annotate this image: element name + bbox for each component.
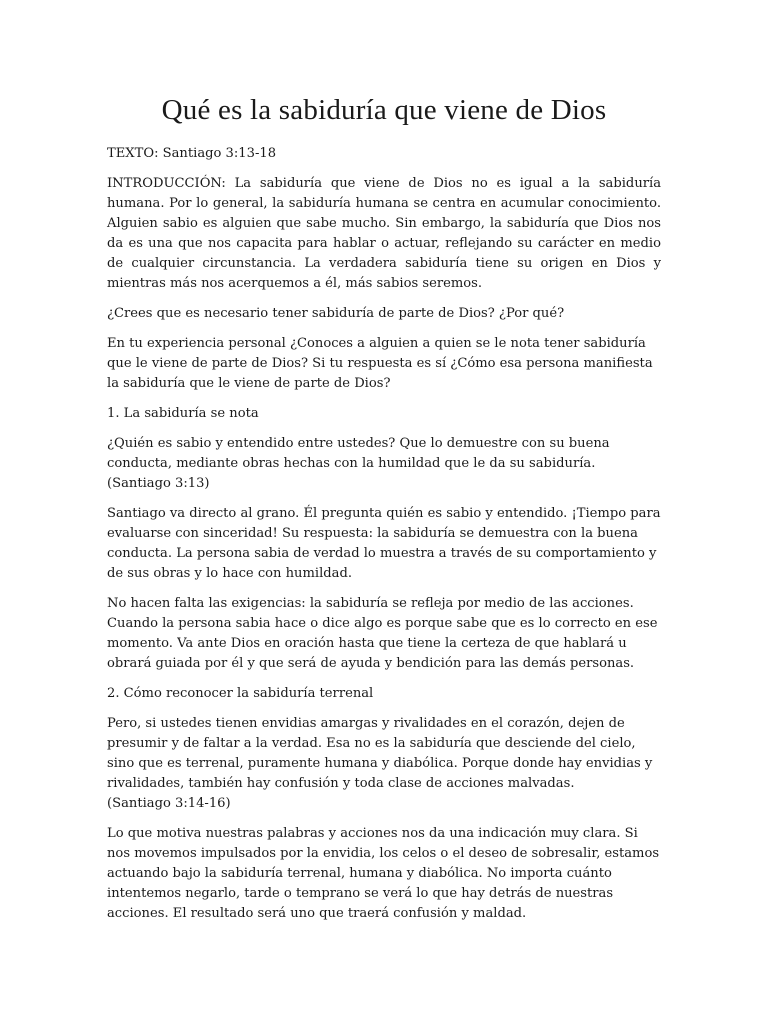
section-1-paragraph-1: Santiago va directo al grano. Él pregunta quién es sabio y entendido. ¡Tiempo para evaluarse con sinceridad! Su respuesta: la sabiduría se demuestra con la buena conducta. La persona sabia de verdad lo muestra a través de su comportamiento y de sus obras y lo hace con humildad. <box>107 506 661 581</box>
introduction-paragraph: INTRODUCCIÓN: La sabiduría que viene de Dios no es igual a la sabiduría humana. Por lo general, la sabiduría humana se centra en acumular conocimiento. Alguien sabio es alguien que sabe mucho. Sin embargo, la sabiduría que Dios nos da es una que nos capacita para hablar o actuar, reflejando su carácter en medio de cualquier circunstancia. La verdadera sabiduría tiene su origen en Dios y mientras más nos acerquemos a él, más sabios seremos. <box>107 176 661 291</box>
section-1-verse-text: ¿Quién es sabio y entendido entre ustedes? Que lo demuestre con su buena conducta, mediante obras hechas con la humildad que le da su sabiduría. <box>107 436 610 471</box>
question-1: ¿Crees que es necesario tener sabiduría de parte de Dios? ¿Por qué? <box>107 306 565 321</box>
document-page <box>107 88 661 934</box>
section-2-verse-text: Pero, si ustedes tienen envidias amargas y rivalidades en el corazón, dejen de presumir y de faltar a la verdad. Esa no es la sabiduría que desciende del cielo, sino que es terrenal, puramente humana y diabólica. Porque donde hay envidias y rivalidades, también hay confusión y toda clase de acciones malvadas. <box>107 716 653 791</box>
texto-reference: TEXTO: Santiago 3:13-18 <box>107 146 277 161</box>
section-2-verse <box>107 714 661 814</box>
section-2-paragraph-1: Lo que motiva nuestras palabras y acciones nos da una indicación muy clara. Si nos movemos impulsados por la envidia, los celos o el deseo de sobresalir, estamos actuando bajo la sabiduría terrenal, humana y diabólica. No importa cuánto intentemos negarlo, tarde o temprano se verá lo que hay detrás de nuestras acciones. El resultado será uno que traerá confusión y maldad. <box>107 826 660 921</box>
section-1-paragraph-2: No hacen falta las exigencias: la sabiduría se refleja por medio de las acciones. Cuando la persona sabia hace o dice algo es porque sabe que es lo correcto en ese momento. Va ante Dios en oración hasta que tiene la certeza de que hablará u obrará guiada por él y que será de ayuda y bendición para las demás personas. <box>107 596 658 671</box>
document-title: Qué es la sabiduría que viene de Dios <box>161 94 607 126</box>
question-2: En tu experiencia personal ¿Conoces a alguien a quien se le nota tener sabiduría que le viene de parte de Dios? Si tu respuesta es sí ¿Cómo esa persona manifiesta la sabiduría que le viene de parte de Dios? <box>107 336 653 391</box>
section-1-verse-reference: (Santiago 3:13) <box>107 476 210 491</box>
section-2-heading: 2. Cómo reconocer la sabiduría terrenal <box>107 686 374 701</box>
section-1-verse <box>107 434 661 494</box>
section-2-verse-reference: (Santiago 3:14-16) <box>107 796 231 811</box>
section-1-heading: 1. La sabiduría se nota <box>107 406 259 421</box>
